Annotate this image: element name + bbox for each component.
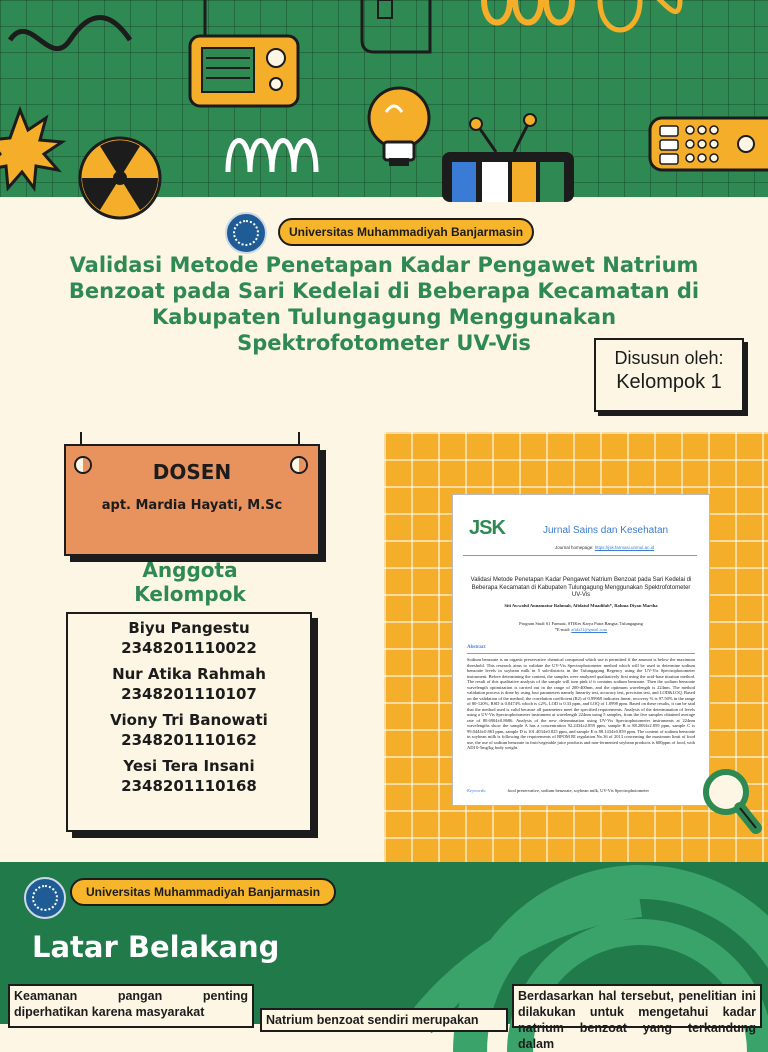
member-item [68,756,310,796]
journal-paper [452,494,710,806]
cable-icon [362,0,430,52]
television-icon [442,114,574,202]
dosen-heading: DOSEN [152,460,232,484]
university-badge: Universitas Muhammadiyah Banjarmasin [70,878,336,906]
homepage-label: Journal homepage: [555,545,594,550]
members-heading-line: Kelompok [134,582,246,606]
university-logo [24,877,66,919]
header-rule [463,555,697,556]
journal-homepage [555,545,654,550]
journal-name: Jurnal Sains dan Kesehatan [543,525,669,536]
authors-group: Kelompok 1 [616,371,722,393]
radioactive-icon [80,138,160,218]
members-heading [110,558,270,606]
member-nim: 2348201110107 [121,685,257,703]
wave-line-icon [600,0,680,30]
keywords-label: Keywords: [467,788,487,793]
text-column: Natrium benzoat sendiri merupakan [260,1008,508,1032]
top-banner [0,0,768,197]
journal-logo-text: JSK [469,517,505,539]
member-name: Biyu Pangestu [128,619,250,637]
title-line: Spektrofotometer UV-Vis [237,331,531,355]
light-bulb-icon [369,88,429,166]
remote-control-icon [650,118,768,170]
member-name: Viony Tri Banowati [110,711,268,729]
university-badge: Universitas Muhammadiyah Banjarmasin [278,218,534,246]
abstract-text: Sodium benzoate is an organic preservative chemical compound which use is permitted if the amount is below the maximum threshold. This research aims to validate the UV-Vis Spectrophotometer method which will be used to determine sodium benzoate levels in soybean milk in 5 sub-districts in the Tulungagung Regency using the UV-Vis Spectrophotometer instrument. Before determining the content, the samples were analyzed qualitatively first using the acid-base titration method. The result of this qualitative analysis of the sample will turn pink if it contains sodium benzoate. Then the sodium benzoate wavelength optimization is carried out in the range of 200-400nm, and the optimum wavelength is 224nm. The method validation process is done by using four parameters namely linearity test, accuracy test, precision test, and LOD&LOQ. Based on the validation of the method, the correlation coefficient (R2) of 0.99969 indicates linear, recovery % is 97.50% in the range of 80-120%, RSD is 0.0474% which is ≤2%, LOD is 0.33 ppm, and LOQ of 1.0998 ppm. Based on these results, it can be said that the method used is valid because all parameters meet the specified requirements. Analysis of the determination of levels using a UV-Vis Spectrophotometer instrument at wavelength 224nm using 5 samples, from the five samples obtained average rate of 80.6904±0.8686. Analysis of the new determination using UV-Vis Spectrophotometer instruments at 224nm wavelengths show the sample A has a concentration 92.2434±2.859 ppm, sample B is 88.2884±2.859 ppm, sample C is 99.0444±0.863 ppm, sample D is 101.4034±0.825 ppm, and sample E is 88.1434±0.859 ppm. The content of sodium benzoate in soybean milk is following the requirements of BPOM RI regulation No.36 of 2013 concerning the maximum limit of food use, the use of sodium benzoate in fruit/vegetable juice products and non-fermented soybean products is 600ppm of food, with ADI 0-5mg/kg body weight. [467,657,695,750]
paper-authors: Siti Awwalul Annamatur Rahmah, Afidatul Muadifah*, Rahma Diyan Martha [504,603,658,608]
magnifying-glass-icon [700,762,766,842]
homepage-link[interactable]: https://jsk.farmasi.unmul.ac.id [594,545,655,550]
member-item [68,618,310,658]
dosen-name: apt. Mardia Hayati, M.Sc [101,498,283,513]
members-box [66,612,312,832]
member-nim: 2348201110162 [121,731,257,749]
starburst-icon [0,110,62,188]
pin-icon [290,456,308,474]
keywords-text: food preservative, sodium benzoate, soybean milk, UV-Vis Spectrophotometer [507,788,649,793]
zigzag-wave-icon [228,141,316,173]
authors-label: Disusun oleh: [614,348,724,368]
member-name: Nur Atika Rahmah [112,665,266,683]
authors-box [594,338,744,412]
keywords-row [467,788,695,793]
pin-icon [74,456,92,474]
dosen-card [64,444,320,556]
squiggle-line-icon [10,18,130,49]
member-nim: 2348201110168 [121,777,257,795]
radio-icon [190,0,298,106]
text-column: Berdasarkan hal tersebut, penelitian ini dilakukan untuk mengetahui kadar natrium benzoat yang terkandung dalam [512,984,762,1028]
member-nim: 2348201110022 [121,639,257,657]
title-line: Kabupaten Tulungagung Menggunakan [151,305,617,329]
paper-email [467,627,695,632]
email-link[interactable]: afida31@gmail.com [571,627,608,632]
email-label: *E-mail: [554,627,571,632]
university-logo [225,212,267,254]
wave-loops-icon [484,0,572,23]
banner-illustrations [0,0,768,197]
title-line: Validasi Metode Penetapan Kadar Pengawet Natrium [69,253,699,277]
paper-title: Validasi Metode Penetapan Kadar Pengawet Natrium Benzoat pada Sari Kedelai di Beberapa Kecamatan di Kabupaten Tulungagung Menggunakan Spektrofotometer UV-Vis [470,577,692,598]
abstract-rule [467,653,695,654]
member-item [68,710,310,750]
text-column: Keamanan pangan penting diperhatikan karena masyarakat [8,984,254,1028]
paper-affiliation: Program Studi S1 Farmasi, STIKes Karya Putra Bangsa, Tulungagung [519,621,643,626]
title-line: Benzoat pada Sari Kedelai di Beberapa Kecamatan di [68,279,700,303]
journal-logo [469,517,509,549]
members-heading-line: Anggota [142,558,238,582]
member-item [68,664,310,704]
section-title: Latar Belakang [32,930,280,964]
abstract-heading: Abstract [467,645,486,650]
member-name: Yesi Tera Insani [123,757,255,775]
